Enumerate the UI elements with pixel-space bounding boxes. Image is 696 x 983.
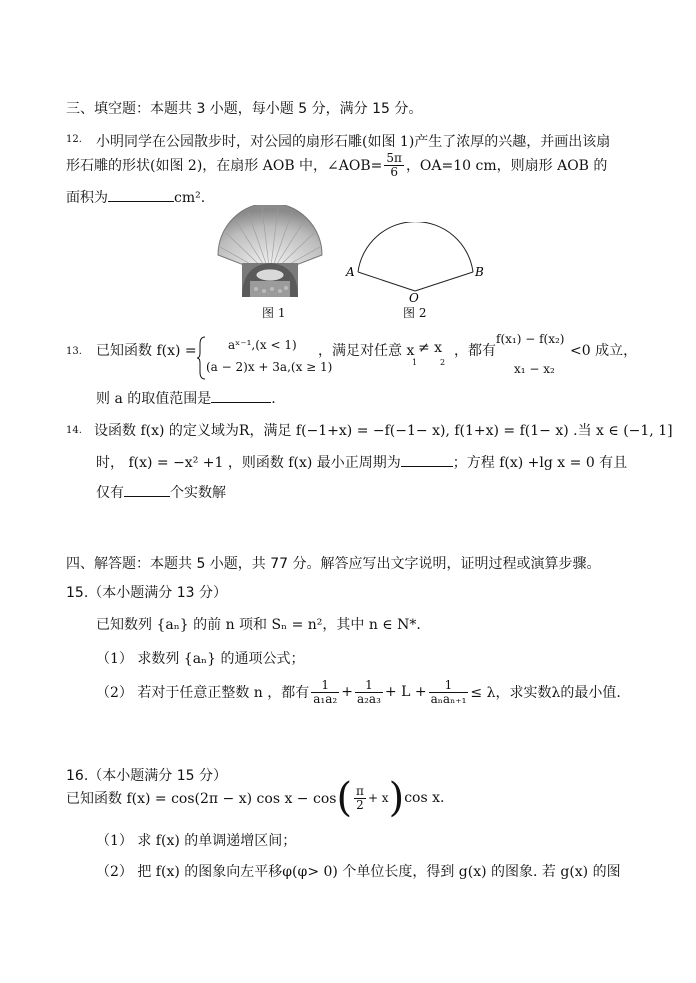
q13-answer-blank <box>211 390 271 403</box>
q15-frac-1-num: 1 <box>311 679 339 693</box>
q15-frac-3 <box>429 679 469 705</box>
q14-line2 <box>96 452 627 472</box>
q14-period-blank <box>401 454 453 467</box>
q15-frac-2-num: 1 <box>355 679 383 693</box>
q12-line3-text: 面积为 <box>66 190 108 206</box>
q15-frac-1-den: a₁a₂ <box>313 691 338 706</box>
q12-line2-post: ，OA=10 cm，则扇形 AOB 的 <box>405 158 608 174</box>
q12-line2 <box>66 149 607 181</box>
q12-unit: cm². <box>174 190 206 206</box>
q16-paren-plus: + x <box>367 791 389 805</box>
q15-plus-2: + L + <box>384 684 427 700</box>
fan-sculpture-image <box>212 205 328 300</box>
q13-line2 <box>96 388 276 408</box>
figure-2-caption: 图 2 <box>403 306 427 320</box>
figure-1-caption: 图 1 <box>262 306 286 320</box>
q12-angle-den: 6 <box>390 164 398 179</box>
q15-part2-post: ≤ λ，求实数λ的最小值. <box>470 685 621 701</box>
q13-cond-mid: ≠ x <box>418 340 443 356</box>
q12-line3 <box>66 187 205 207</box>
q12-number: 12. <box>66 134 82 145</box>
q12-angle-fraction <box>384 152 404 178</box>
q15-frac-1 <box>311 679 339 705</box>
q13-case1: aˣ⁻¹,(x < 1) <box>228 338 297 352</box>
q13-line2-text: 则 a 的取值范围是 <box>96 391 212 407</box>
q12-line1: 小明同学在公园散步时，对公园的扇形石雕(如图 1)产生了浓厚的兴趣，并画出该扇 <box>96 134 611 150</box>
sector-radius-oa <box>358 272 415 291</box>
q14-number: 14. <box>66 425 82 436</box>
q12-line2-pre: 形石雕的形状(如图 2)，在扇形 AOB 中，∠AOB= <box>66 158 383 174</box>
q16-part2: （2） 把 f(x) 的图象向左平移φ(φ> 0) 个单位长度，得到 g(x) 的图象. 若 g(x) 的图 <box>96 864 621 880</box>
q15-part2-pre: （2） 若对于任意正整数 n ，都有 <box>96 685 310 701</box>
q15-line1: 已知数列 {aₙ} 的前 n 项和 Sₙ = n²，其中 n ∈ N*. <box>96 617 421 633</box>
q15-frac-3-den: aₙaₙ₊₁ <box>430 691 467 706</box>
q14-line3-a: 仅有 <box>96 485 124 501</box>
q13-number: 13. <box>66 346 82 357</box>
q13-intro: 已知函数 f(x) = <box>96 343 197 359</box>
q13-cond3: <0 成立， <box>570 343 638 359</box>
q16-line1-pre: 已知函数 f(x) = cos(2π − x) cos x − cos <box>66 791 337 807</box>
q13-frac-num: f(x₁) − f(x₂) <box>496 332 565 346</box>
q15-part1: （1） 求数列 {aₙ} 的通项公式； <box>96 651 305 667</box>
q16-line1-post: cos x. <box>404 790 445 806</box>
section3-title: 三、填空题：本题共 3 小题，每小题 5 分，满分 15 分。 <box>66 101 423 117</box>
q16-part1: （1） 求 f(x) 的单调递增区间； <box>96 833 297 849</box>
point-b-label: B <box>475 265 484 279</box>
q14-line1: 设函数 f(x) 的定义域为R，满足 f(−1+x) = −f(−1− x), f(1+x) = f(1− x) .当 x ∈ (−1, 1] <box>94 423 673 439</box>
section4-title: 四、解答题：本题共 5 小题，共 77 分。解答应写出文字说明，证明过程或演算步骤。 <box>66 556 601 572</box>
q15-plus-1: + <box>341 684 353 700</box>
sector-radius-ob <box>415 272 473 291</box>
q14-count-blank <box>124 484 170 497</box>
q13-case2: (a − 2)x + 3a,(x ≥ 1) <box>206 360 333 374</box>
q16-paren-num: π <box>356 783 364 798</box>
q16-right-paren: ) <box>388 775 405 821</box>
sector-diagram <box>340 222 490 304</box>
sector-arc <box>358 222 473 272</box>
q13-frac-den: x₁ − x₂ <box>514 362 555 376</box>
q13-line2-end: . <box>271 391 276 407</box>
q15-frac-2-den: a₂a₃ <box>356 691 381 706</box>
q12-angle-num: 5π <box>386 150 402 165</box>
q12-answer-blank <box>108 189 174 202</box>
q16-paren-den: 2 <box>356 797 364 812</box>
q13-cond2: ，都有 <box>454 343 496 359</box>
q16-line1 <box>66 770 444 826</box>
figure-1-fan-sculpture <box>212 205 328 300</box>
q15-part2 <box>96 670 621 714</box>
q14-line3-b: 个实数解 <box>170 485 226 501</box>
q14-line3 <box>96 482 226 502</box>
q16-paren-frac <box>354 785 366 811</box>
q13-sub2: 2 <box>440 358 446 367</box>
q13-cond1: ，满足对任意 x <box>318 343 415 359</box>
q16-paren-group <box>336 775 405 821</box>
q15-header: 15.（本小题满分 13 分） <box>66 585 227 601</box>
q16-left-paren: ( <box>336 775 353 821</box>
q14-line2-b: ；方程 f(x) +lg x = 0 有且 <box>452 455 628 471</box>
point-o-label: O <box>409 291 419 304</box>
q15-frac-3-num: 1 <box>429 679 469 693</box>
q13-piecewise-brace <box>196 336 206 380</box>
q14-line2-a: 时， f(x) = −x² +1 ，则函数 f(x) 最小正周期为 <box>96 455 401 471</box>
figure-2-sector <box>340 222 490 304</box>
q15-frac-2 <box>355 679 383 705</box>
point-a-label: A <box>346 265 355 279</box>
q16-header: 16.（本小题满分 15 分） <box>66 768 227 784</box>
q13-sub1: 1 <box>412 358 418 367</box>
